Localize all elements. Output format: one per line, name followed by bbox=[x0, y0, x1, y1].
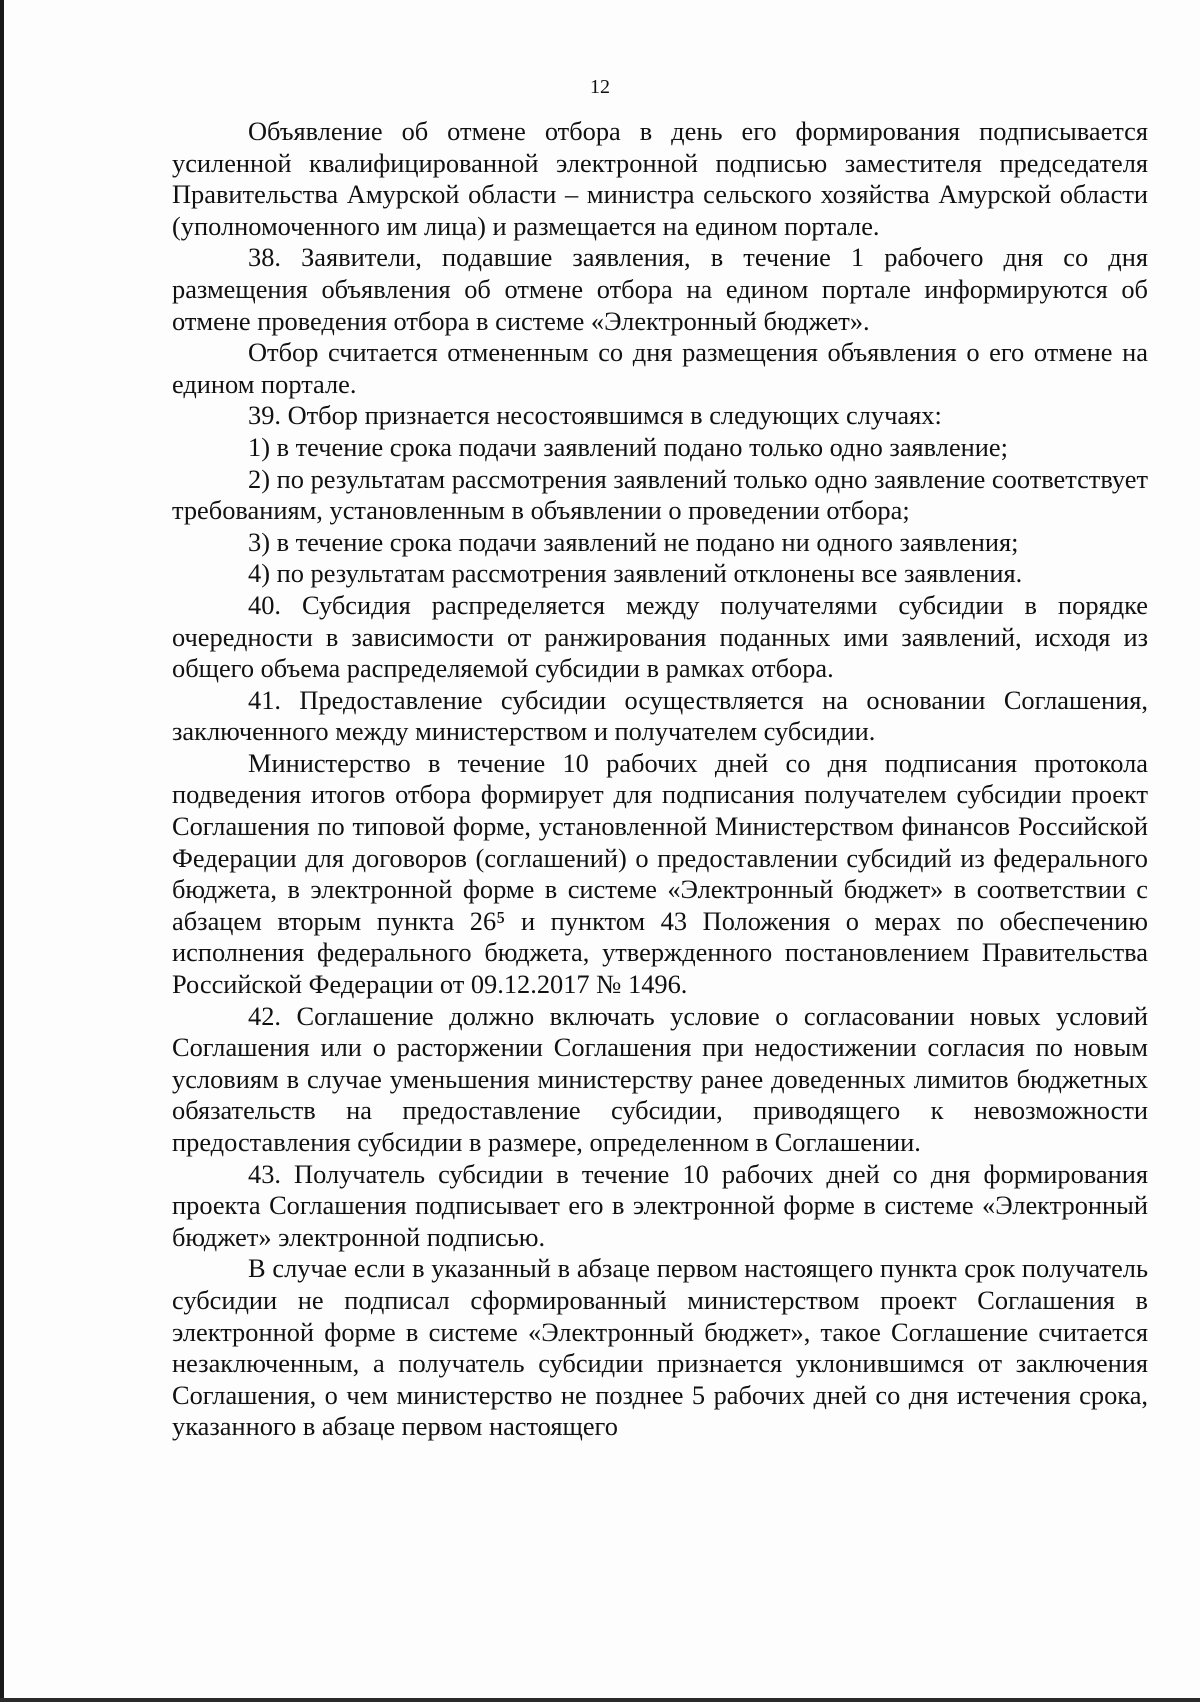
list-item: 2) по результатам рассмотрения заявлений только одно заявление соответствует требованиям, установленным в объявлении о проведении отбора; bbox=[172, 463, 1148, 526]
list-item: 4) по результатам рассмотрения заявлений отклонены все заявления. bbox=[248, 558, 1023, 589]
paragraph: 39. Отбор признается несостоявшимся в следующих случаях: bbox=[248, 400, 942, 431]
list-item: 1) в течение срока подачи заявлений подано только одно заявление; bbox=[248, 431, 1008, 462]
paragraph: 40. Субсидия распределяется между получателями субсидии в порядке очередности в зависимости от ранжирования поданных ими заявлений, исходя из общего объема распределяемой субсидии в рамках отбора. bbox=[172, 589, 1148, 684]
scan-bottom-edge bbox=[0, 1698, 1200, 1702]
paragraph: 42. Соглашение должно включать условие о согласовании новых условий Соглашения или о расторжении Соглашения при недостижении согласия по новым условиям в случае уменьшения министерству ранее доведенных лимитов бюджетных обязательств на предоставление субсидии, приводящего к невозможности предоставления субсидии в размере, определенном в Соглашении. bbox=[172, 1000, 1148, 1157]
paragraph: Министерство в течение 10 рабочих дней со дня подписания протокола подведения итогов отбора формирует для подписания получателем субсидии проект Соглашения по типовой форме, установленной Министерством финансов Российской Федерации для договоров (соглашений) о предоставлении субсидий из федерального бюджета, в электронной форме в системе «Электронный бюджет» в соответствии с абзацем вторым пункта 26⁵ и пунктом 43 Положения о мерах по обеспечению исполнения федерального бюджета, утвержденного постановлением Правительства Российской Федерации от 09.12.2017 № 1496. bbox=[172, 747, 1148, 1000]
page-number: 12 bbox=[590, 76, 610, 98]
document-body bbox=[172, 116, 1148, 1443]
paragraph: Отбор считается отмененным со дня размещения объявления о его отмене на едином портале. bbox=[172, 337, 1148, 399]
list-item: 3) в течение срока подачи заявлений не подано ни одного заявления; bbox=[248, 526, 1019, 557]
paragraph: 38. Заявители, подавшие заявления, в течение 1 рабочего дня со дня размещения объявления об отмене отбора на едином портале информируются об отмене проведения отбора в системе «Электронный бюджет». bbox=[172, 242, 1148, 336]
paragraph: В случае если в указанный в абзаце первом настоящего пункта срок получатель субсидии не подписал сформированный министерством проект Соглашения в электронной форме в системе «Электронный бюджет», такое Соглашение считается незаключенным, а получатель субсидии признается уклонившимся от заключения Соглашения, о чем министерство не позднее 5 рабочих дней со дня истечения срока, указанного в абзаце первом настоящего bbox=[172, 1253, 1148, 1442]
paragraph: 41. Предоставление субсидии осуществляется на основании Соглашения, заключенного между министерством и получателем субсидии. bbox=[172, 684, 1148, 747]
paragraph: 43. Получатель субсидии в течение 10 рабочих дней со дня формирования проекта Соглашения подписывает его в электронной форме в системе «Электронный бюджет» электронной подписью. bbox=[172, 1158, 1148, 1252]
paragraph: Объявление об отмене отбора в день его формирования подписывается усиленной квалифицированной электронной подписью заместителя председателя Правительства Амурской области – министра сельского хозяйства Амурской области (уполномоченного им лица) и размещается на едином портале. bbox=[172, 116, 1148, 241]
scan-left-edge bbox=[0, 0, 4, 1702]
